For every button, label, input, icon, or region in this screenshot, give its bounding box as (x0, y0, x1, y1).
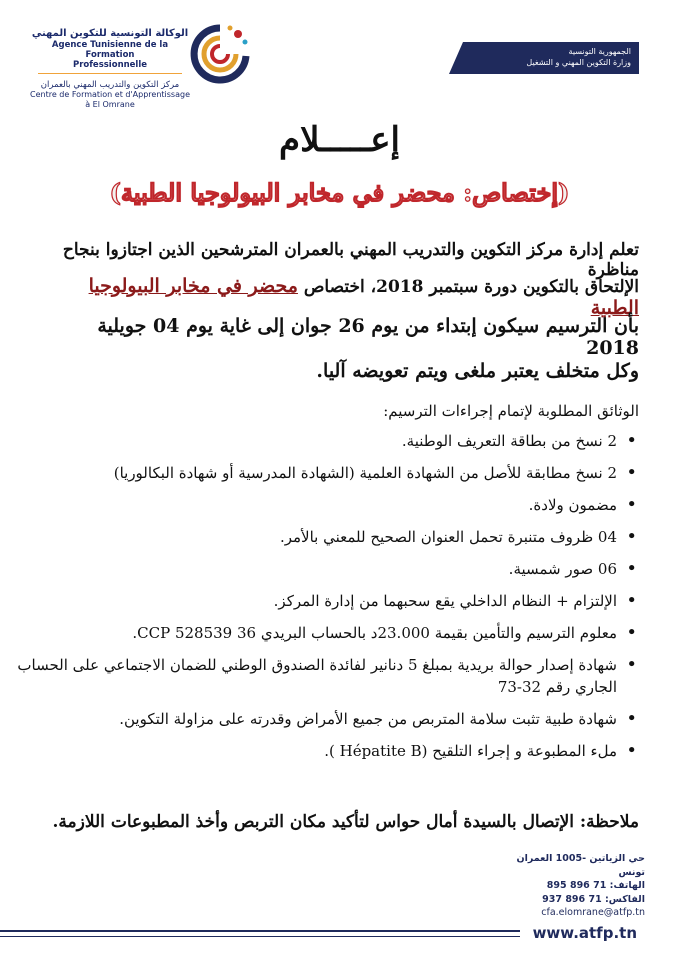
list-item: • الإلتزام + النظام الداخلي يقع سحبهما من إدارة المركز. (7, 590, 617, 612)
specialty-highlight: محضر في مخابر البيولوجيا الطبية (88, 275, 639, 319)
website-link[interactable]: www.atfp.tn (532, 924, 637, 942)
ministry-line-2: وزارة التكوين المهني و التشغيل (526, 58, 631, 67)
body-line-1: تعلم إدارة مركز التكوين والتدريب المهني بالعمران المترشحين الذين اجتازوا بنجاح مناظرة (62, 240, 639, 280)
ministry-banner-fold (449, 42, 463, 74)
agency-divider (38, 73, 182, 74)
agency-block (30, 28, 190, 109)
list-item: • 2 نسخ مطابقة للأصل من الشهادة العلمية (الشهادة المدرسية أو شهادة البكالوريا) (7, 462, 617, 484)
agency-name-ar: الوكالة التونسية للتكوين المهني (31, 28, 189, 39)
list-item: • شهادة طبية تثبت سلامة المتربص من جميع الأمراض وقدرته على مزاولة التكوين. (7, 708, 617, 730)
list-item: • معلوم الترسيم والتأمين بقيمة 23.000د بالحساب البريدي CCP 528539 36. (7, 622, 617, 644)
list-item: • ملء المطبوعة و إجراء التلقيح (Hépatite B ). (7, 740, 617, 762)
documents-list (7, 430, 639, 772)
specialty-heading: (إختصاص: محضر في مخابر البيولوجيا الطبية) (109, 178, 570, 207)
email-link[interactable]: cfa.elomrane@atfp.tn (541, 907, 645, 918)
contact-block (515, 852, 645, 920)
ministry-line-1: الجمهورية التونسية (568, 47, 631, 56)
list-item: • مضمون ولادة. (7, 494, 617, 516)
center-name-fr-1: Centre de Formation et d'Apprentissage (30, 90, 190, 99)
atfp-logo-icon (190, 22, 250, 86)
address: حي الزياتين -1005 العمران تونس (516, 853, 645, 878)
body-line-2-text: الإلتحاق بالتكوين دورة سبتمبر 2018، اختصاص (303, 277, 639, 297)
list-item: • 06 صور شمسية. (7, 558, 617, 580)
list-item: • شهادة إصدار حوالة بريدية بمبلغ 5 دنانير لفائدة الصندوق الوطني للضمان الاجتماعي على الحساب الجاري رقم 32-73 (7, 654, 617, 698)
body-line-2 (39, 275, 639, 319)
documents-title: الوثائق المطلوبة لإتمام إجراءات الترسيم: (383, 402, 639, 420)
list-item: • 2 نسخ من بطاقة التعريف الوطنية. (7, 430, 617, 452)
letterhead (0, 0, 679, 109)
phone: الهاتف: 71 896 895 (546, 880, 645, 891)
center-name-fr-2: à El Omrane (85, 99, 135, 109)
list-item: • 04 ظروف متنبرة تحمل العنوان الصحيح للمعني بالأمر. (7, 526, 617, 548)
center-name-ar: مركز التكوين والتدريب المهني بالعمران (40, 80, 180, 90)
ministry-banner (463, 42, 639, 74)
agency-name-fr-2: Professionnelle (72, 60, 148, 70)
contact-note: ملاحظة: الإتصال بالسيدة أمال حواس لتأكيد مكان التربص وأخذ المطبوعات اللازمة. (52, 812, 639, 832)
footer-divider (0, 930, 520, 932)
announcement-title: إعـــــلام (279, 120, 400, 160)
footer-divider-thin (0, 936, 520, 937)
absence-warning: وكل متخلف يعتبر ملغى ويتم تعويضه آليا. (316, 360, 639, 382)
fax: الفاكس: 71 896 937 (542, 893, 645, 905)
registration-dates: بأن الترسيم سيكون إبتداء من يوم 26 جوان إلى غاية يوم 04 جويلية 2018 (97, 315, 639, 359)
agency-name-fr-1: Agence Tunisienne de la Formation (51, 40, 169, 60)
